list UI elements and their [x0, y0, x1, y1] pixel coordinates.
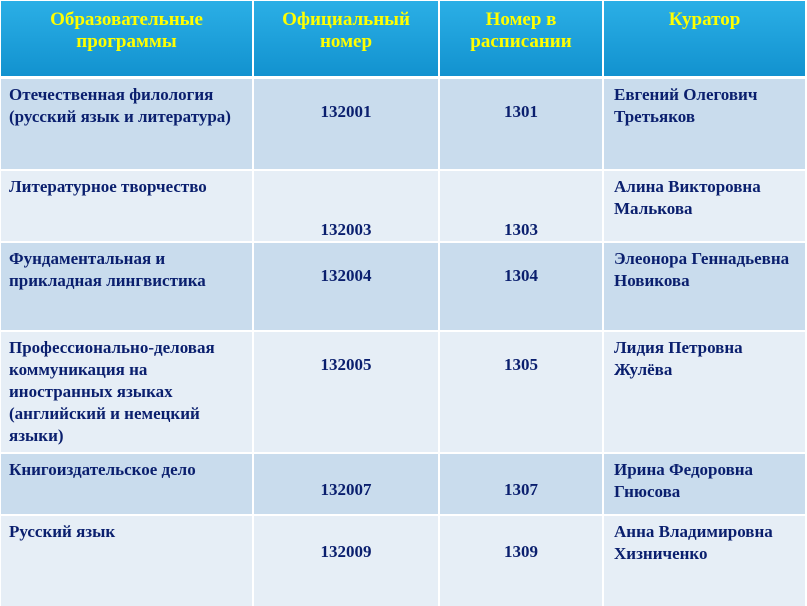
schedule-number: 1307 — [439, 453, 603, 515]
table-header-row — [1, 1, 805, 77]
programs-table — [1, 1, 805, 606]
schedule-number: 1304 — [439, 242, 603, 331]
curator-name: Анна Владимировна Хизниченко — [603, 515, 805, 606]
official-number: 132005 — [253, 331, 439, 453]
schedule-number: 1305 — [439, 331, 603, 453]
program-name: Отечественная филология (русский язык и литература) — [1, 77, 253, 170]
program-name: Профессионально-деловая коммуникация на иностранных языках (английский и немецкий языки) — [1, 331, 253, 453]
curator-name: Элеонора Геннадьевна Новикова — [603, 242, 805, 331]
curator-name: Ирина Федоровна Гнюсова — [603, 453, 805, 515]
program-name: Русский язык — [1, 515, 253, 606]
table-row — [1, 331, 805, 453]
official-number: 132007 — [253, 453, 439, 515]
header-curator: Куратор — [603, 1, 805, 77]
header-program: Образовательные программы — [1, 1, 253, 77]
table-row — [1, 170, 805, 242]
official-number: 132009 — [253, 515, 439, 606]
program-name: Книгоиздательское дело — [1, 453, 253, 515]
official-number: 132001 — [253, 77, 439, 170]
program-name: Литературное творчество — [1, 170, 253, 242]
table-row — [1, 242, 805, 331]
curator-name: Лидия Петровна Жулёва — [603, 331, 805, 453]
header-schedule-number: Номер в расписании — [439, 1, 603, 77]
header-official-number: Официальный номер — [253, 1, 439, 77]
table-row — [1, 453, 805, 515]
table-row — [1, 515, 805, 606]
schedule-number: 1301 — [439, 77, 603, 170]
curator-name: Алина Викторовна Малькова — [603, 170, 805, 242]
official-number: 132003 — [253, 170, 439, 242]
official-number: 132004 — [253, 242, 439, 331]
schedule-number: 1309 — [439, 515, 603, 606]
curator-name: Евгений Олегович Третьяков — [603, 77, 805, 170]
table-row — [1, 77, 805, 170]
schedule-number: 1303 — [439, 170, 603, 242]
program-name: Фундаментальная и прикладная лингвистика — [1, 242, 253, 331]
